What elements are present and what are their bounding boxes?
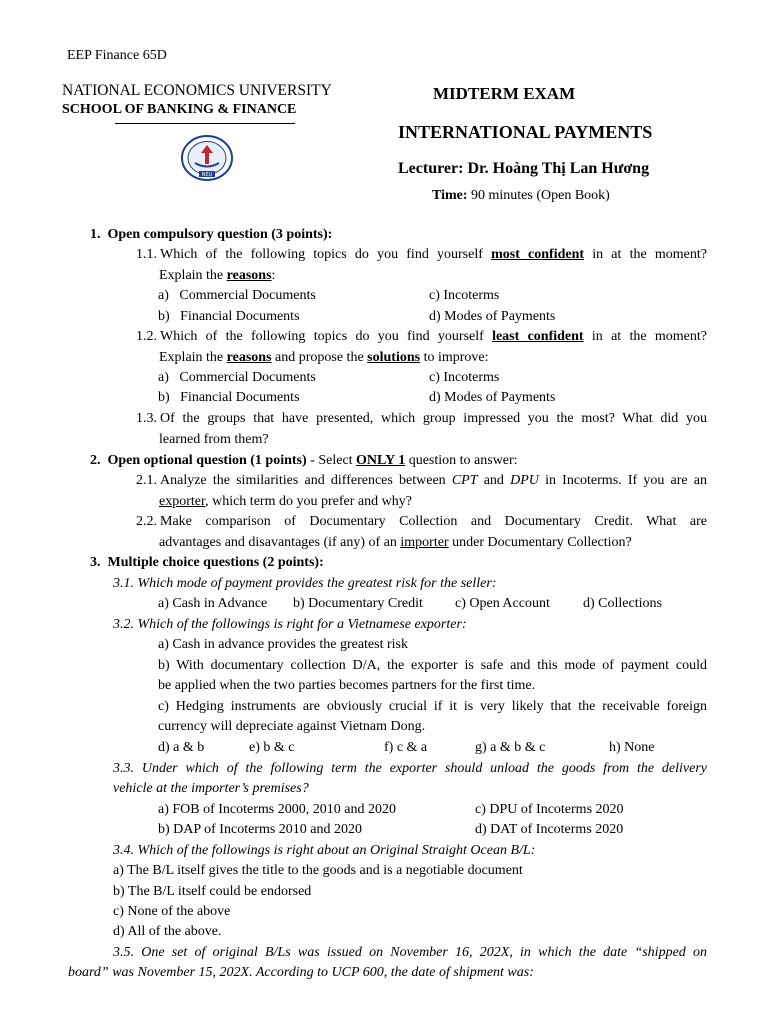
school-name: SCHOOL OF BANKING & FINANCE [62, 102, 297, 117]
q2-1-num: 2.1. [136, 473, 157, 488]
q3-2-option-a: a) Cash in advance provides the greatest risk [158, 637, 408, 652]
course-code: EEP Finance 65D [67, 48, 167, 63]
q2-2-line2: advantages and disavantages (if any) of an importer under Documentary Collection? [159, 535, 632, 550]
q1-2-option-c: c) Incoterms [429, 370, 500, 385]
q3-4-option-d: d) All of the above. [113, 924, 222, 939]
q1-2-line2: Explain the reasons and propose the solutions to improve: [159, 350, 489, 365]
q1-title: Open compulsory question (3 points): [107, 227, 333, 242]
q1-1-option-b: b) Financial Documents [158, 309, 300, 324]
svg-text:NEU: NEU [201, 172, 213, 178]
q3-1-option-b: b) Documentary Credit [293, 596, 423, 611]
q3-2-option-b-line1: b) With documentary collection D/A, the exporter is safe and this mode of payment could [158, 658, 707, 673]
q2-1-line1: Analyze the similarities and differences between CPT and DPU in Incoterms. If you are an [160, 473, 708, 488]
exam-time [432, 188, 610, 204]
q3-2-option-h: h) None [609, 740, 655, 755]
university-seal-logo [180, 134, 234, 182]
q3-1-option-d: d) Collections [583, 596, 662, 611]
q3-3-option-b: b) DAP of Incoterms 2010 and 2020 [158, 822, 363, 837]
q3-4-option-b: b) The B/L itself could be endorsed [113, 884, 312, 899]
q3-2-option-b-line2: be applied when the two parties becomes partners for the first time. [158, 678, 536, 693]
q3-1-option-c: c) Open Account [455, 596, 550, 611]
university-name: NATIONAL ECONOMICS UNIVERSITY [62, 82, 332, 99]
q3-heading: 3. Multiple choice questions (2 points): [90, 555, 324, 570]
q1-2-option-b: b) Financial Documents [158, 390, 300, 405]
q3-title: Multiple choice questions (2 points): [107, 555, 324, 570]
q3-4-option-a: a) The B/L itself gives the title to the goods and is a negotiable document [113, 863, 523, 878]
q3-2-option-d: d) a & b [158, 740, 205, 755]
q1-2-num: 1.2. [136, 329, 157, 344]
q3-3-stem-line2: vehicle at the importer’s premises? [113, 781, 309, 796]
q3-2-option-e: e) b & c [249, 740, 295, 755]
q1-1-line1: Which of the following topics do you find yourself most confident in at the moment? [160, 247, 707, 262]
q1-1-option-a: a) Commercial Documents [158, 288, 316, 303]
header-rule [115, 123, 295, 124]
q1-2-option-a: a) Commercial Documents [158, 370, 316, 385]
q1-1-option-d: d) Modes of Payments [429, 309, 556, 324]
q2-heading: 2. Open optional question (1 points) - Select ONLY 1 question to answer: [90, 453, 518, 468]
q3-3-option-d: d) DAT of Incoterms 2020 [475, 822, 624, 837]
q3-3-option-a: a) FOB of Incoterms 2000, 2010 and 2020 [158, 802, 396, 817]
q3-3-stem-line1: 3.3. Under which of the following term the exporter should unload the goods from the delivery [113, 761, 707, 776]
q3-2-stem: 3.2. Which of the followings is right for a Vietnamese exporter: [113, 617, 467, 632]
q3-4-option-c: c) None of the above [113, 904, 231, 919]
q3-5-stem-line1: 3.5. One set of original B/Ls was issued on November 16, 202X, in which the date “shipped on [113, 945, 707, 960]
q3-4-stem: 3.4. Which of the followings is right about an Original Straight Ocean B/L: [113, 843, 536, 858]
q3-5-stem-line2: board” was November 15, 202X. According to UCP 600, the date of shipment was: [68, 965, 534, 980]
q3-2-option-g: g) a & b & c [475, 740, 546, 755]
q3-2-option-f: f) c & a [384, 740, 428, 755]
q2-title: Open optional question (1 points) [107, 453, 307, 468]
exam-subject: INTERNATIONAL PAYMENTS [398, 122, 653, 142]
q1-1-num: 1.1. [136, 247, 157, 262]
q1-3-line2: learned from them? [159, 432, 269, 447]
q2-2-num: 2.2. [136, 514, 157, 529]
q1-1-option-c: c) Incoterms [429, 288, 500, 303]
q1-2-option-d: d) Modes of Payments [429, 390, 556, 405]
q2-1-line2: exporter, which term do you prefer and why? [159, 494, 412, 509]
lecturer: Lecturer: Dr. Hoàng Thị Lan Hương [398, 160, 650, 177]
time-label: Time: [432, 188, 468, 203]
q3-1-option-a: a) Cash in Advance [158, 596, 268, 611]
q2-2-line1: Make comparison of Documentary Collection and Documentary Credit. What are [160, 514, 707, 529]
exam-type: MIDTERM EXAM [433, 84, 576, 103]
q3-1-stem: 3.1. Which mode of payment provides the greatest risk for the seller: [113, 576, 497, 591]
q1-3-num: 1.3. [136, 411, 157, 426]
q1-2-line1: Which of the following topics do you find yourself least confident in at the moment? [160, 329, 707, 344]
q1-1-line2: Explain the reasons: [159, 268, 276, 283]
q3-2-option-c-line1: c) Hedging instruments are obviously crucial if it is very likely that the receivable foreign [158, 699, 707, 714]
time-value: 90 minutes (Open Book) [467, 188, 610, 203]
q1-heading: 1. Open compulsory question (3 points): [90, 227, 333, 242]
q1-3-line1: Of the groups that have presented, which group impressed you the most? What did you [160, 411, 707, 426]
q3-3-option-c: c) DPU of Incoterms 2020 [475, 802, 624, 817]
q3-2-option-c-line2: currency will depreciate against Vietnam Dong. [158, 719, 426, 734]
